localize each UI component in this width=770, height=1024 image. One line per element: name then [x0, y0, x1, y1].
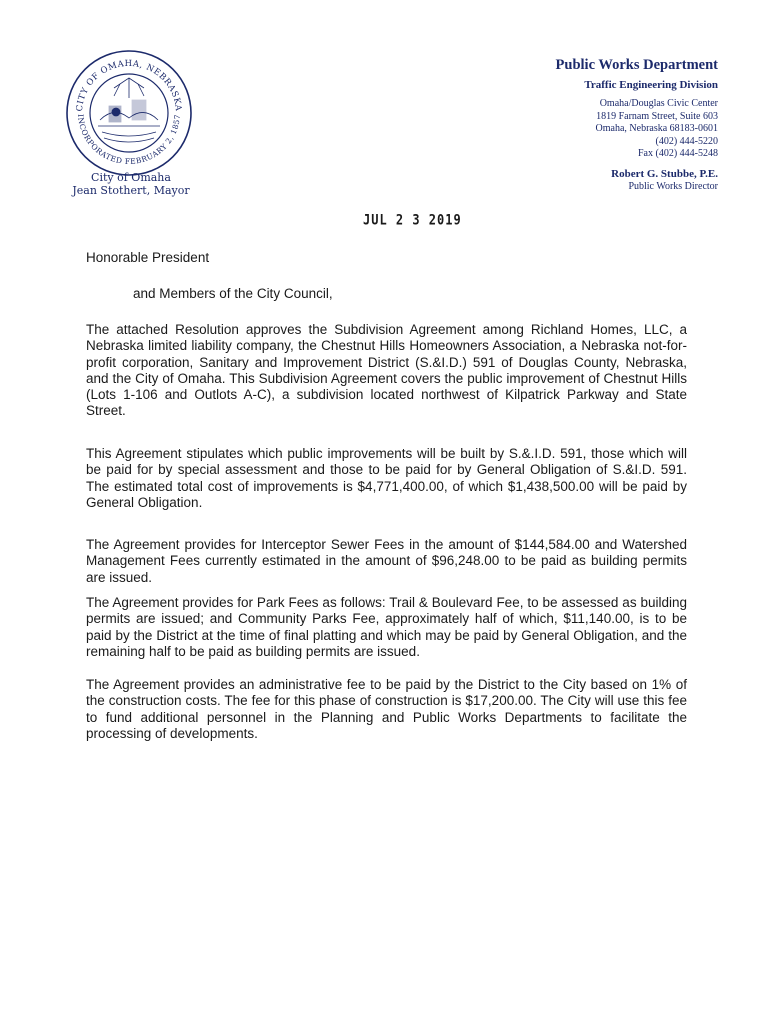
date-stamp: JUL 2 3 2019	[363, 211, 462, 229]
paragraph-1	[86, 322, 687, 420]
paragraph-4	[86, 595, 687, 660]
phone-number: (402) 444-5220	[655, 135, 718, 147]
seal-bottom-text: INCORPORATED FEBRUARY 2, 1857	[75, 113, 183, 167]
director-title: Public Works Director	[628, 180, 718, 192]
salutation-line-2: and Members of the City Council,	[133, 286, 333, 301]
address-line-1: Omaha/Douglas Civic Center	[599, 98, 718, 109]
svg-text:INCORPORATED FEBRUARY 2, 1857	[76, 114, 182, 166]
paragraph-2-text: This Agreement stipulates which public improvements will be built by S.&.I.D. 591, those which will be paid for by special assessment and those to be paid for by General Obligation of S.&I.D. 591. The estimated total cost of improvements is $4,771,400.00, of which $1,438,500.00 will be paid by General Obligation.	[86, 446, 687, 510]
city-block	[66, 171, 196, 197]
address-line-2: 1819 Farnam Street, Suite 603	[596, 110, 718, 122]
paragraph-1-text: The attached Resolution approves the Subdivision Agreement among Richland Homes, LLC, a Nebraska limited liability company, the Chestnut Hills Homeowners Association, a Nebraska not-for-profit corporation, Sanitary and Improvement District (S.&I.D.) 591 of Douglas County, Nebraska, and the City of Omaha. This Subdivision Agreement covers the public improvement of Chestnut Hills (Lots 1-106 and Outlots A-C), a subdivision located northwest of Kilpatrick Parkway and State Street.	[86, 322, 687, 419]
director-name: Robert G. Stubbe, P.E.	[611, 167, 718, 180]
division-title: Traffic Engineering Division	[584, 79, 718, 91]
city-seal-icon	[64, 48, 194, 178]
paragraph-4-text: The Agreement provides for Park Fees as follows: Trail & Boulevard Fee, to be assessed as building permits are issued; and Community Parks Fee, approximately half of which, $11,140.00, is to be paid by the District at the time of final platting and which may be paid by General Obligation, and the remaining half to be paid as building permits are issued.	[86, 595, 687, 659]
paragraph-2	[86, 446, 687, 511]
fax-number: Fax (402) 444-5248	[638, 148, 718, 160]
paragraph-3	[86, 537, 687, 586]
department-address	[458, 98, 718, 161]
address-line-3: Omaha, Nebraska 68183-0601	[595, 123, 718, 135]
salutation-line-1: Honorable President	[86, 250, 210, 265]
department-block	[458, 56, 718, 193]
paragraph-5-text: The Agreement provides an administrative fee to be paid by the District to the City based on 1% of the construction costs. The fee for this phase of construction is $17,200.00. The City will use this fee to fund additional personnel in the Planning and Public Works Departments to facilitate the processing of developments.	[86, 677, 687, 741]
mayor-name: Jean Stothert, Mayor	[72, 184, 190, 197]
paragraph-3-text: The Agreement provides for Interceptor Sewer Fees in the amount of $144,584.00 and Watershed Management Fees currently estimated in the amount of $96,248.00 to be paid as building permits are issued.	[86, 537, 687, 585]
department-title: Public Works Department	[555, 57, 718, 73]
paragraph-5	[86, 677, 687, 742]
city-name: City of Omaha	[91, 171, 171, 184]
seal-top-text: CITY OF OMAHA, NEBRASKA	[74, 58, 184, 112]
